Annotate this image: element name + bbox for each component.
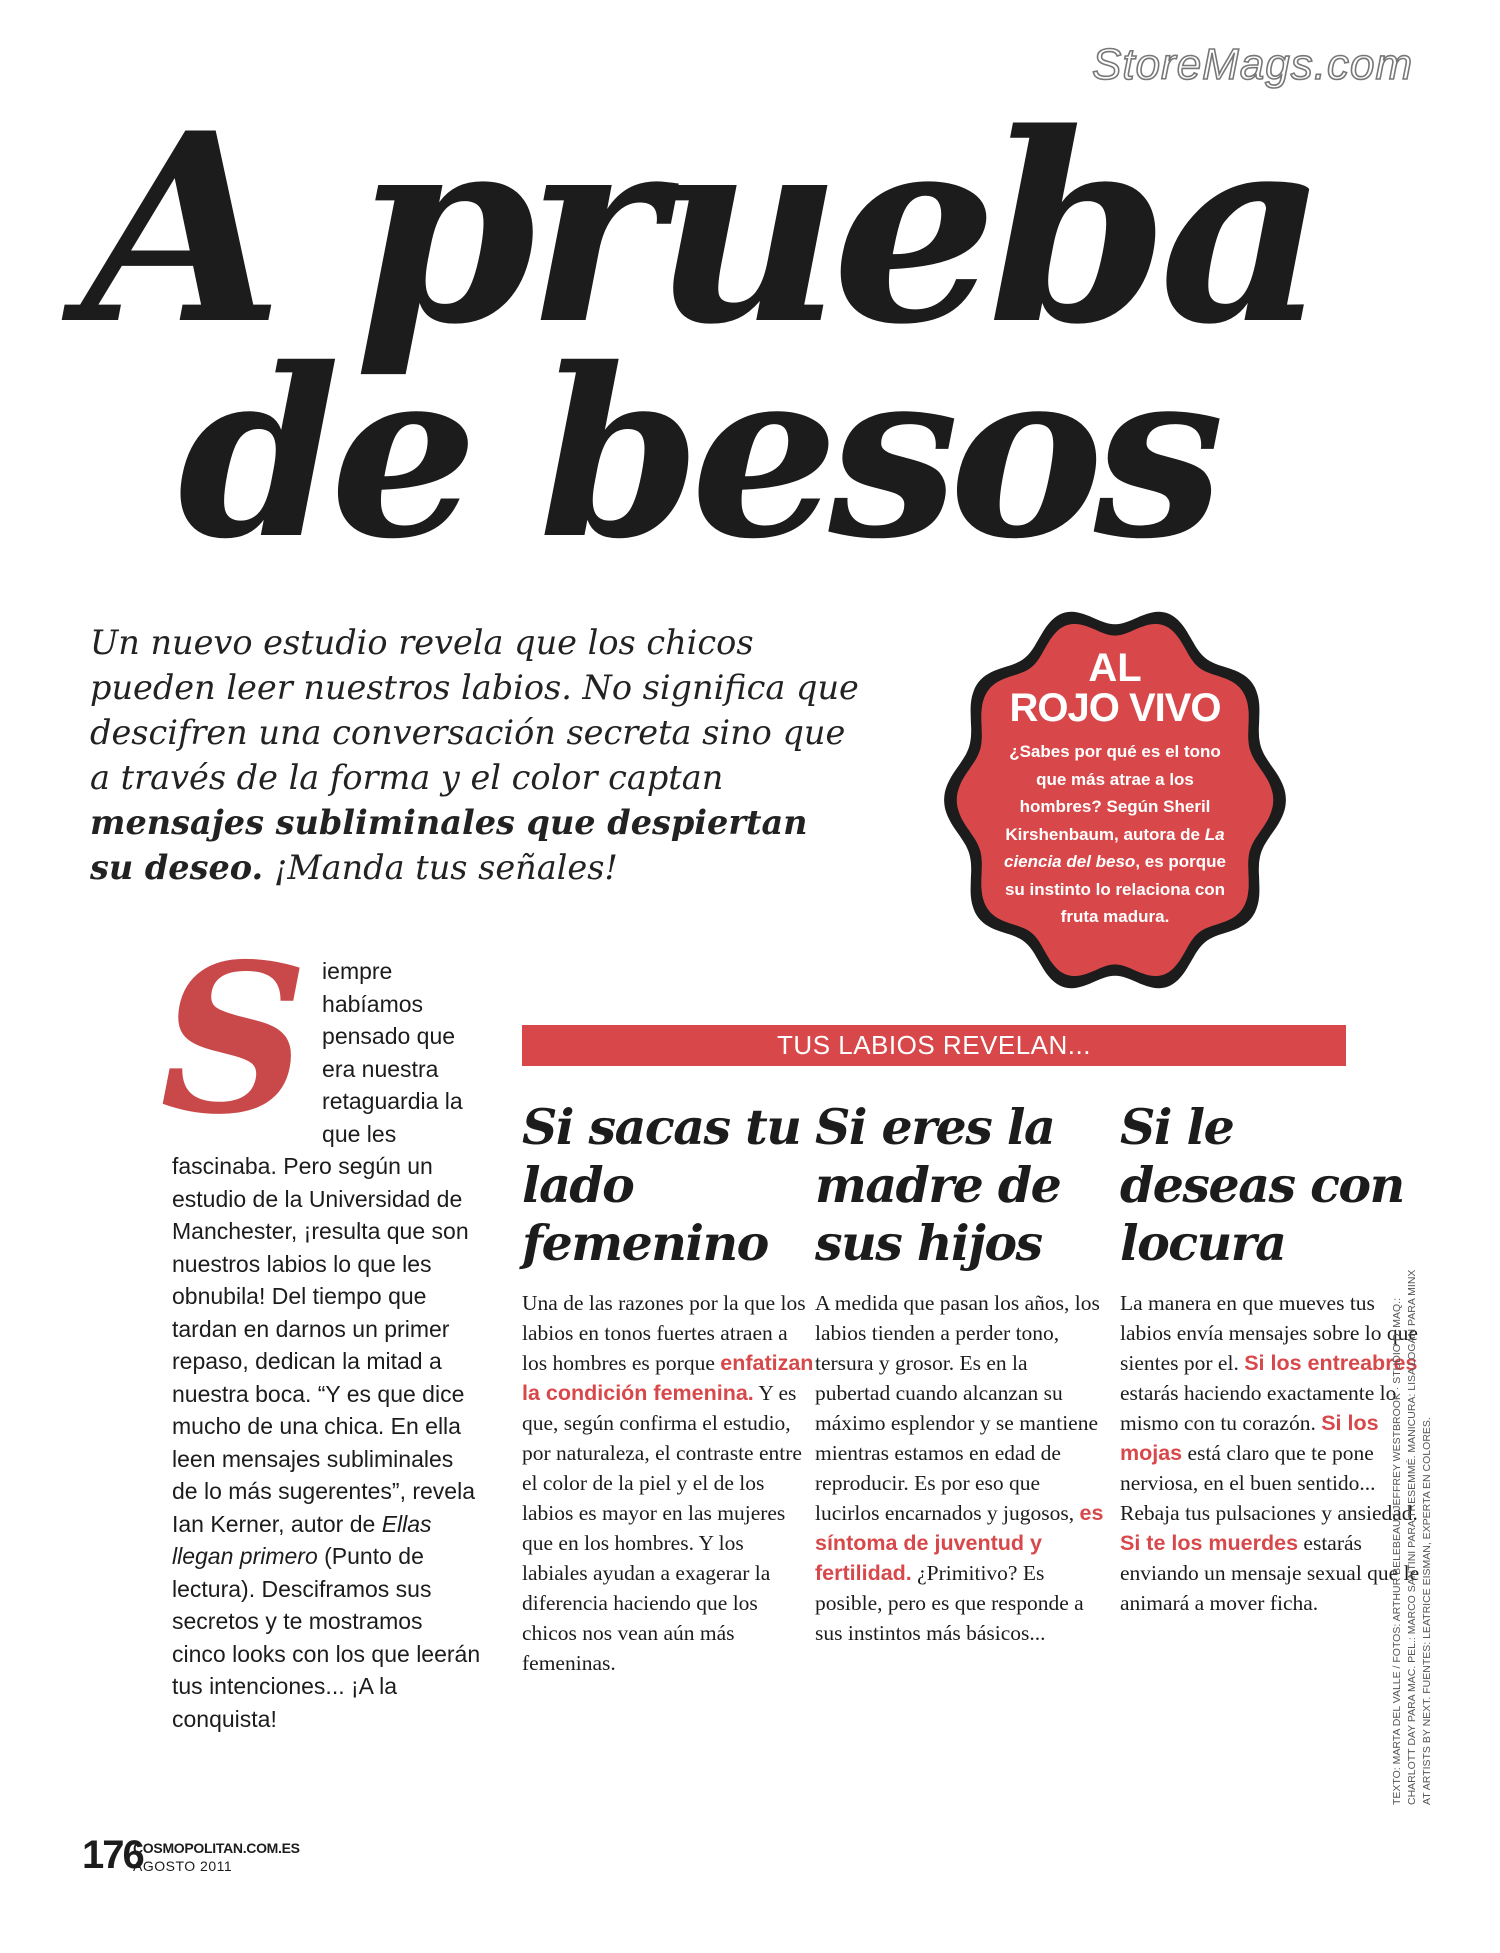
look-title-2: Si eres la madre de sus hijos [815, 1098, 1061, 1272]
headline-line-1: A prueba [82, 77, 1318, 382]
left-text-a: iempre habíamos pensado que era nuestra retaguardia la que les fascinaba. Pero según un estudio de la Universidad de Manchester, ¡resulta que son nuestros labios lo que les obnubila! Del tiempo que tardan en darnos un primer repaso, dedican la mitad a nuestra boca. “Y es que dice mucho de una chica. En ella leen mensajes subliminales de lo más sugerentes”, revela Ian Kerner, autor de [172, 958, 475, 1537]
photo-credits: TEXTO: MARTA DEL VALLE / FOTOS: ARTHUR BELEBEAU / JEFFREY WESTBROOK · STUDIO D. MAQ.: CHARLOTT DAY PARA MAC. PEL.: MARCO SANTINI PARA TRESEMMÉ. MANICURA: LISA LOGAN PARA MINX AT ARTISTS BY NEXT. FUENTES: LEATRICE EISMAN, EXPERTA EN COLORES. [1391, 1269, 1433, 1805]
intro-bold: mensajes subliminales que despiertan su deseo. [90, 803, 808, 887]
look-title-3: Si le deseas con locura [1120, 1098, 1404, 1272]
look-column-2 [815, 1098, 1107, 1648]
left-text-b: (Punto de lectura). Desciframos sus secretos y te mostramos cinco looks con los que leerán tus intenciones... ¡A la conquista! [172, 1543, 481, 1732]
footer-site: COSMOPOLITAN.COM.ES [133, 1840, 300, 1856]
look1-text-a: Una de las razones por la que los labios en tonos fuertes atraen a los hombres es porque [522, 1291, 806, 1375]
look1-text-b: Y es que, según confirma el estudio, por naturaleza, el contraste entre el color de la piel y el de los labios es mayor en las mujeres que en los hombres. Y los labiales ayudan a exagerar la diferencia haciendo que los chicos nos vean aún más femeninas. [522, 1381, 802, 1675]
badge-text [995, 738, 1235, 931]
left-column [160, 920, 482, 1735]
look2-text-a: A medida que pasan los años, los labios tienden a perder tono, tersura y grosor. Es en la pubertad cuando alcanzan su máximo esplendor y se mantiene mientras estamos en edad de reproducir. Es por eso que lucirlos encarnados y jugosos, [815, 1291, 1100, 1525]
page-number: 176 [82, 1833, 143, 1877]
look-text-2 [815, 1288, 1107, 1648]
look-column-1 [522, 1098, 814, 1678]
intro-paragraph [90, 620, 860, 890]
look-title-1: Si sacas tu lado femenino [522, 1098, 801, 1272]
look3-text-d: estarás enviando un mensaje sexual que le animará a mover ficha. [1120, 1531, 1420, 1615]
look-text-1 [522, 1288, 814, 1678]
look2-highlight: es síntoma de juventud y fertilidad. [815, 1501, 1104, 1585]
look-text-3 [1120, 1288, 1420, 1618]
look3-text-c: está claro que te pone nerviosa, en el buen sentido... Rebaja tus pulsaciones y ansiedad. [1120, 1441, 1418, 1525]
intro-text-b: ¡Manda tus señales! [263, 848, 618, 887]
footer-date: AGOSTO 2011 [133, 1858, 233, 1874]
section-bar: TUS LABIOS REVELAN... [522, 1025, 1346, 1066]
badge-title-line-2: ROJO VIVO [1009, 686, 1221, 730]
look3-highlight-3: Si te los muerdes [1120, 1531, 1299, 1555]
look2-text-b: ¿Primitivo? Es posible, pero es que responde a sus instintos más básicos... [815, 1561, 1084, 1645]
left-book-title: Ellas llegan primero [172, 1510, 432, 1569]
al-rojo-vivo-badge [940, 600, 1290, 1000]
look3-text-b: estarás haciendo exactamente lo mismo con tu corazón. [1120, 1381, 1397, 1435]
badge-title-line-1: AL [1088, 646, 1142, 690]
badge-book-title: La ciencia del beso [1003, 824, 1225, 871]
look-column-3 [1120, 1098, 1420, 1618]
look3-text-a: La manera en que mueves tus labios envía mensajes sobre lo que sientes por el. [1120, 1291, 1418, 1375]
look3-highlight-2: Si los mojas [1120, 1411, 1379, 1465]
look3-highlight-1: Si los entreabres [1244, 1351, 1418, 1375]
badge-text-a: ¿Sabes por qué es el tono que más atrae a los hombres? Según Sheril Kirshenbaum, autora de [1005, 742, 1221, 844]
look1-highlight: enfatizan la condición femenina. [522, 1351, 814, 1405]
watermark: StoreMags.com [1092, 40, 1414, 89]
intro-text-a: Un nuevo estudio revela que los chicos pueden leer nuestros labios. No significa que descifren una conversación secreta sino que a través de la forma y el color captan [90, 623, 859, 797]
headline-line-2: de besos [178, 317, 1215, 590]
drop-cap: S [160, 920, 309, 1160]
badge-text-b: , es porque su instinto lo relaciona con fruta madura. [1004, 852, 1227, 926]
